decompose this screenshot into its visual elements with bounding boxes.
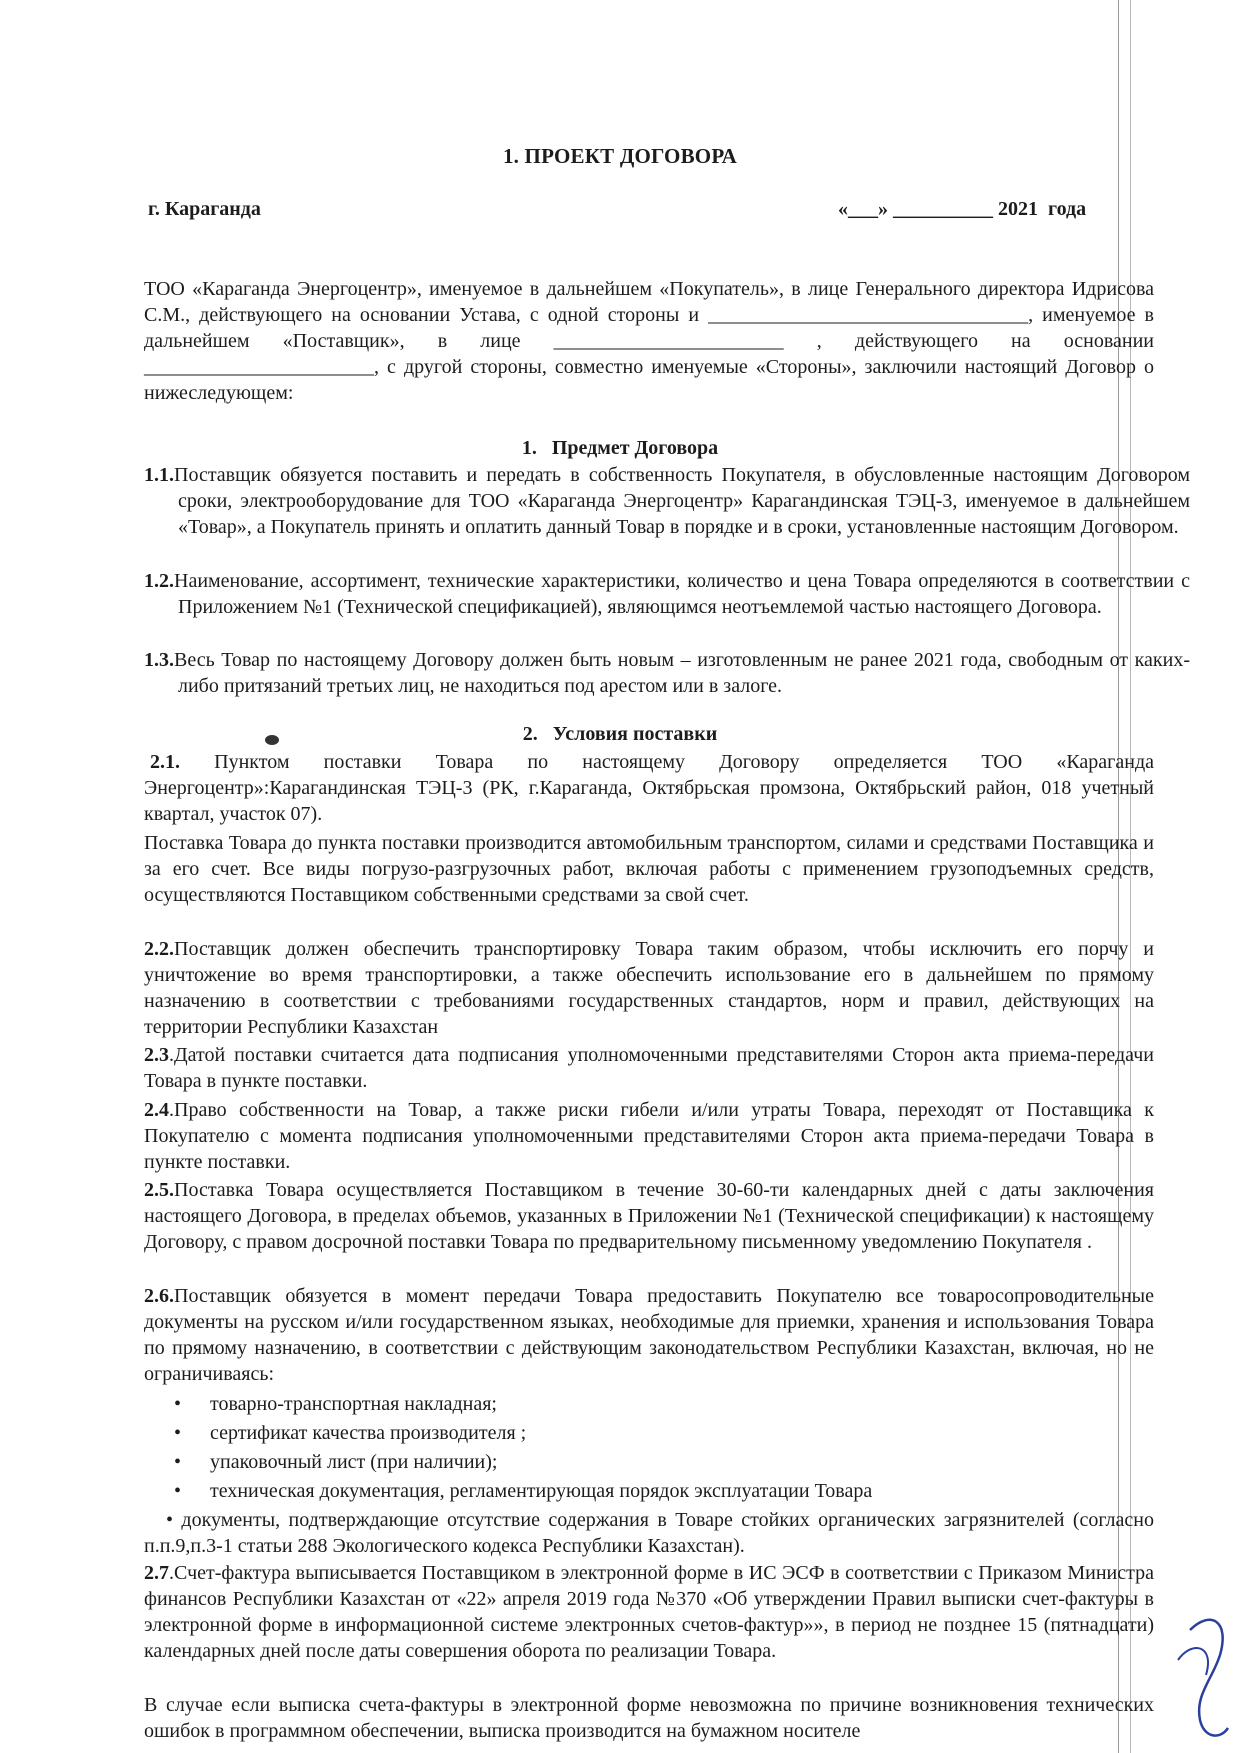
clause-number: 2.4 bbox=[144, 1099, 169, 1121]
clause-1-3 bbox=[144, 647, 1190, 699]
clause-2-1-delivery: Поставка Товара до пункта поставки производится автомобильным транспортом, силами и средствами Поставщика и за его счет. Все виды погрузо-разгрузочных работ, включая работы с применением грузоподъемных средств, осуществляются Поставщиком собственными средствами за свой счет. bbox=[144, 832, 1154, 906]
section-2-title: 2. Условия поставки bbox=[522, 723, 718, 745]
clause-text: Весь Товар по настоящему Договору должен быть новым – изготовленным не ранее 2021 года, свободным от каких-либо притязаний третьих лиц, не находиться под арестом или в залоге. bbox=[174, 649, 1190, 697]
document-title: 1. ПРОЕКТ ДОГОВОРА bbox=[502, 144, 738, 168]
clause-number: 1.1. bbox=[144, 464, 174, 486]
handwritten-signature-icon bbox=[1170, 1600, 1236, 1750]
bullet-icon: • bbox=[174, 1480, 182, 1502]
clause-2-4 bbox=[144, 1097, 1154, 1175]
clause-text: Наименование, ассортимент, технические характеристики, количество и цена Товара определяются в соответствии с Приложением №1 (Технической спецификацией), являющимся неотъемлемой частью настоящего Договора. bbox=[174, 570, 1190, 618]
clause-1-1 bbox=[144, 462, 1190, 540]
bullet-icon: • bbox=[174, 1393, 182, 1415]
clause-number: 2.1. bbox=[150, 751, 180, 773]
document-list-extra: • документы, подтверждающие отсутствие содержания в Товаре стойких органических загрязнителей (согласно п.п.9,п.3-1 статьи 288 Экологического кодекса Республики Казахстан). bbox=[144, 1509, 1154, 1557]
clause-1-2 bbox=[144, 568, 1190, 620]
clause-number: 1.3. bbox=[144, 649, 174, 671]
document-list-item: • сертификат качества производителя ; bbox=[174, 1422, 527, 1444]
clause-number: 2.7 bbox=[144, 1562, 169, 1584]
clause-text: Поставщик обязуется в момент передачи Товара предоставить Покупателю все товаросопроводительные документы на русском и/или государственном языках, необходимые для приемки, хранения и использования Товара по прямому назначению, в соответствии с действующим законодательством Республики Казахстан, включая, но не ограничиваясь: bbox=[144, 1285, 1154, 1385]
document-list-item: • техническая документация, регламентирующая порядок эксплуатации Товара bbox=[174, 1480, 873, 1502]
clause-number: 2.3 bbox=[144, 1044, 169, 1066]
clause-2-2 bbox=[144, 936, 1154, 1040]
clause-2-6 bbox=[144, 1283, 1154, 1387]
clause-text: .Право собственности на Товар, а также риски гибели и/или утраты Товара, переходят от Поставщика к Покупателю с момента подписания уполномоченными представителями Сторон акта приема-передачи Товара в пункте поставки. bbox=[144, 1099, 1154, 1173]
clause-2-1 bbox=[144, 749, 1154, 827]
clause-text: .Счет-фактура выписывается Поставщиком в электронной форме в ИС ЭСФ в соответствии с Приказом Министра финансов Республики Казахстан от «22» апреля 2019 года №370 «Об утверждении Правил выписки счет-фактуры в электронной форме в информационной системе электронных счетов-фактур»», в период не позднее 15 (пятнадцати) календарных дней после даты совершения оборота по реализации Товара. bbox=[144, 1562, 1154, 1662]
clause-text: Пунктом поставки Товара по настоящему Договору определяется ТОО «Караганда Энергоцентр»:Карагандинская ТЭЦ-3 (РК, г.Караганда, Октябрьская промзона, Октябрьский район, 018 учетный квартал, участок 07). bbox=[144, 751, 1154, 825]
contract-date: «___» __________ 2021 года bbox=[838, 198, 1087, 220]
document-list-item: • товарно-транспортная накладная; bbox=[174, 1393, 497, 1415]
clause-number: 1.2. bbox=[144, 570, 174, 592]
clause-2-7-paper: В случае если выписка счета-фактуры в электронной форме невозможна по причине возникновения технических ошибок в программном обеспечении, выписка производится на бумажном носителе bbox=[144, 1694, 1154, 1742]
document-list-item: • упаковочный лист (при наличии); bbox=[174, 1451, 498, 1473]
clause-number: 2.6. bbox=[144, 1285, 174, 1307]
clause-number: 2.2. bbox=[144, 938, 174, 960]
clause-2-3 bbox=[144, 1042, 1154, 1094]
scan-smudge bbox=[265, 735, 279, 745]
clause-number: 2.5. bbox=[144, 1179, 174, 1201]
intro-paragraph: ТОО «Караганда Энергоцентр», именуемое в дальнейшем «Покупатель», в лице Генерального директора Идрисова С.М., действующего на основании Устава, с одной стороны и ________________________________, именуемое в дальнейшем «Поставщик», в лице _______________________ , действующего на основании _______________________, с другой стороны, совместно именуемые «Стороны», заключили настоящий Договор о нижеследующем: bbox=[144, 278, 1154, 404]
clause-text: Поставщик должен обеспечить транспортировку Товара таким образом, чтобы исключить его порчу и уничтожение во время транспортировки, а также обеспечить использование его в дальнейшем по прямому назначению в соответствии с требованиями государственных стандартов, норм и правил, действующих на территории Республики Казахстан bbox=[144, 938, 1154, 1038]
bullet-icon: • bbox=[174, 1451, 182, 1473]
clause-text: Поставщик обязуется поставить и передать в собственность Покупателя, в обусловленные настоящим Договором сроки, электрооборудование для ТОО «Караганда Энергоцентр» Карагандинская ТЭЦ-3, именуемое в дальнейшем «Товар», а Покупатель принять и оплатить данный Товар в порядке и в сроки, установленные настоящим Договором. bbox=[174, 464, 1190, 538]
bullet-icon: • bbox=[174, 1422, 182, 1444]
clause-2-5 bbox=[144, 1177, 1154, 1255]
section-1-title: 1. Предмет Договора bbox=[521, 437, 719, 459]
clause-2-7 bbox=[144, 1560, 1154, 1664]
clause-text: .Датой поставки считается дата подписания уполномоченными представителями Сторон акта приема-передачи Товара в пункте поставки. bbox=[144, 1044, 1154, 1092]
contract-city: г. Караганда bbox=[148, 198, 261, 220]
clause-text: Поставка Товара осуществляется Поставщиком в течение 30-60-ти календарных дней с даты заключения настоящего Договора, в пределах объемов, указанных в Приложении №1 (Технической спецификации) к настоящему Договору, с правом досрочной поставки Товара по предварительному письменному уведомлению Покупателя . bbox=[144, 1179, 1154, 1253]
